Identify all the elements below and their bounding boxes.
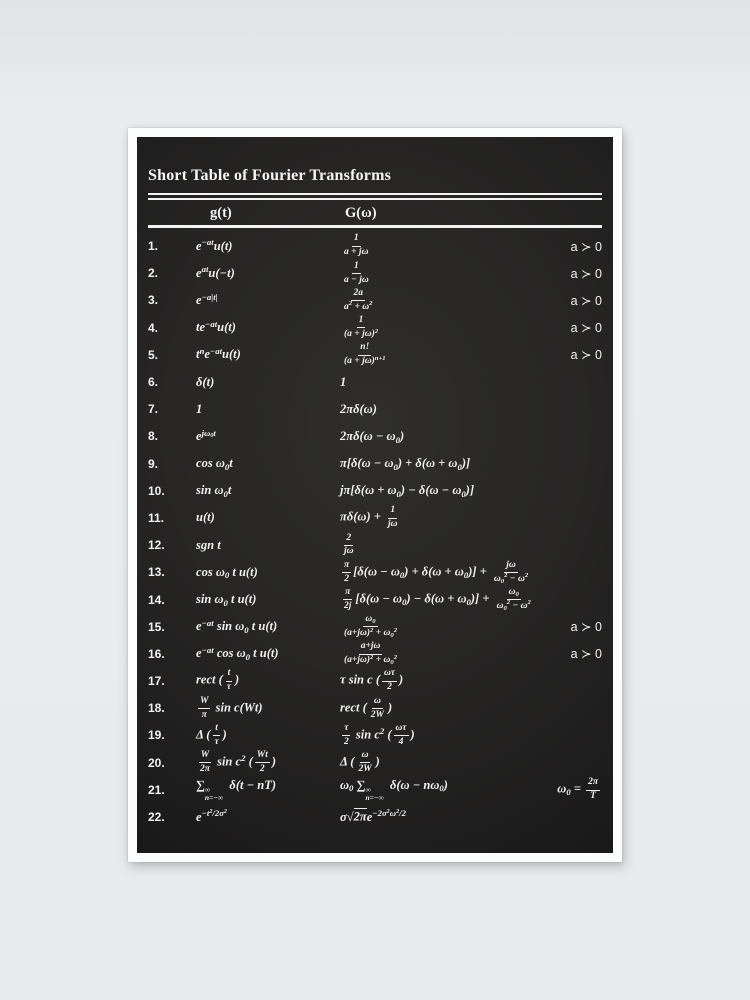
G-cell: πδ(ω) + $\frac{1}{j\omega}$ [340, 505, 398, 530]
condition-cell: a ≻ 0 [570, 239, 602, 254]
G-cell: $\pi[\delta(\omega - \omega_0) + \delta(\omega + \omega_0)]$ [340, 456, 471, 472]
row-number: 10. [148, 483, 165, 498]
table-row [148, 776, 602, 803]
g-cell: $e^{-t^2/2\sigma^2}$ [196, 808, 227, 824]
G-cell: $\frac{a+j\omega}{(a+j\omega)^2 + \omega_0^2}$ [344, 641, 398, 667]
condition-cell: a ≻ 0 [570, 348, 602, 363]
g-cell: $\cos \omega_0t$ [196, 456, 233, 472]
G-cell: 1 [340, 374, 347, 389]
row-number: 9. [148, 456, 159, 471]
poster-title: Short Table of Fourier Transforms [148, 167, 392, 184]
g-cell: $e^{-a|t|}$ [196, 291, 218, 307]
g-cell: δ(t) [196, 374, 215, 389]
G-cell: $\sigma√2\pi e^{-2\sigma^2\omega^2/2}$ [340, 808, 406, 824]
table-row [148, 368, 602, 395]
table-row [148, 450, 602, 477]
condition-cell: a ≻ 0 [570, 266, 602, 281]
G-cell: $\frac{1}{a - j\omega}$ [344, 260, 369, 285]
G-cell: $\frac{\omega_0}{(a+j\omega)^2 + \omega_0^2}$ [344, 614, 398, 639]
G-cell: $\frac{1}{a + j\omega}$ [344, 233, 369, 258]
G-cell: $j\pi[\delta(\omega + \omega_0) - \delta(\omega - \omega_0)]$ [340, 483, 475, 499]
row-number: 1. [148, 239, 159, 254]
g-cell: $e^{j\omega_0t}$ [196, 427, 216, 443]
G-cell: $\frac{n!}{(a + j\omega)^{n+1}}$ [344, 342, 386, 367]
table-row [148, 504, 602, 531]
row-number: 20. [148, 755, 165, 770]
G-cell: $\frac{2a}{a^2 + \omega^2}$ [344, 287, 373, 312]
table-row [148, 613, 602, 640]
table-row [148, 803, 602, 830]
g-cell: sgn t [196, 537, 221, 552]
row-number: 11. [148, 510, 165, 525]
g-cell: rect ( $\frac{t}{\tau}$ ) [196, 668, 240, 693]
table-row [148, 477, 602, 504]
g-cell: Δ ( $\frac{t}{\tau}$ ) [196, 722, 227, 747]
row-number: 8. [148, 429, 159, 444]
G-cell: Δ ( $\frac{\omega}{2W}$ ) [340, 750, 380, 774]
transform-table [148, 233, 602, 831]
table-row [148, 640, 602, 667]
G-cell: $\frac{\tau}{2}$ $\sin c^2$ ( $\frac{\omega\tau}{4}$ ) [344, 722, 415, 747]
row-number: 15. [148, 619, 165, 634]
g-cell: $e^{-at}$ $\cos \omega_0$ t u(t) [196, 645, 279, 663]
G-cell: τ sin c ( $\frac{\omega\tau}{2}$ ) [340, 668, 404, 693]
condition-cell: a ≻ 0 [570, 321, 602, 336]
title-rule [148, 193, 602, 200]
G-cell: $\frac{2}{j\omega}$ [344, 532, 354, 557]
row-number: 22. [148, 810, 165, 825]
column-header-gt: g(t) [210, 205, 232, 221]
g-cell: $t^ne^{-at}u(t)$ [196, 345, 241, 362]
g-cell: $e^{at}u(-t)$ [196, 264, 235, 280]
row-number: 5. [148, 347, 159, 362]
column-header-gomega: G(ω) [345, 205, 377, 221]
g-cell: $\sin \omega_0$ t u(t) [196, 592, 257, 608]
poster-frame [128, 128, 622, 862]
table-row [148, 532, 602, 559]
condition-cell: $\omega_0$ = $\frac{2\pi}{T}$ [557, 777, 598, 802]
table-row [148, 287, 602, 314]
g-cell: $e^{-at}u(t)$ [196, 237, 233, 253]
header-rule [148, 225, 602, 228]
row-number: 13. [148, 565, 165, 580]
g-cell: $te^{-at}u(t)$ [196, 318, 236, 335]
row-number: 19. [148, 728, 165, 743]
G-cell: $\omega_0$ ∑ ∞ n=−∞ $\delta(\omega - n\omega_0)$ [340, 777, 448, 802]
g-cell: $\frac{W}{\pi}$ sin c(Wt) [200, 695, 263, 720]
G-cell: $\frac{\pi}{2}$ $[\delta(\omega - \omega_0) + \delta(\omega + \omega_0)]$ + $\frac{j\omega}{\omega_0^2 - \omega^2}$ [344, 559, 529, 585]
table-row [148, 559, 602, 586]
row-number: 3. [148, 293, 159, 308]
poster [137, 137, 613, 853]
table-row [148, 695, 602, 722]
table-row [148, 396, 602, 423]
table-row [148, 722, 602, 749]
g-cell: u(t) [196, 510, 215, 525]
condition-cell: a ≻ 0 [570, 647, 602, 662]
G-cell: $2\pi\delta(\omega - \omega_0)$ [340, 428, 405, 445]
row-number: 6. [148, 375, 159, 390]
table-row [148, 749, 602, 776]
g-cell: ∑ ∞ n=−∞ δ(t − nT) [196, 777, 277, 802]
row-number: 12. [148, 538, 165, 553]
row-number: 7. [148, 402, 159, 417]
g-cell: $\cos \omega_0$ t u(t) [196, 564, 258, 581]
row-number: 4. [148, 320, 159, 335]
row-number: 18. [148, 701, 165, 716]
column-headers [148, 201, 602, 225]
row-number: 2. [148, 266, 159, 281]
table-row [148, 586, 602, 613]
g-cell: 1 [196, 401, 203, 416]
G-cell: $\frac{1}{(a + j\omega)^2}$ [344, 315, 379, 339]
row-number: 16. [148, 646, 165, 661]
G-cell: $\frac{\pi}{2j}$ $[\delta(\omega - \omega_0) - \delta(\omega + \omega_0)]$ + $\frac{\omega_0}{\omega_0^2 - \omega^2}$ [344, 586, 531, 612]
table-row [148, 341, 602, 368]
condition-cell: a ≻ 0 [570, 620, 602, 635]
G-cell: 2πδ(ω) [340, 401, 377, 416]
table-row [148, 423, 602, 450]
table-row [148, 260, 602, 287]
table-row [148, 668, 602, 695]
g-cell: $e^{-at}$ $\sin \omega_0$ t u(t) [196, 617, 278, 635]
row-number: 14. [148, 592, 165, 607]
table-row [148, 314, 602, 341]
row-number: 21. [148, 782, 165, 797]
row-number: 17. [148, 674, 165, 689]
condition-cell: a ≻ 0 [570, 293, 602, 308]
g-cell: $\frac{W}{2\pi}$ $\sin c^2$ ( $\frac{Wt}{2}$ ) [200, 750, 276, 774]
G-cell: rect ( $\frac{\omega}{2W}$ ) [340, 695, 393, 720]
g-cell: $\sin \omega_0t$ [196, 483, 232, 499]
table-row [148, 233, 602, 260]
